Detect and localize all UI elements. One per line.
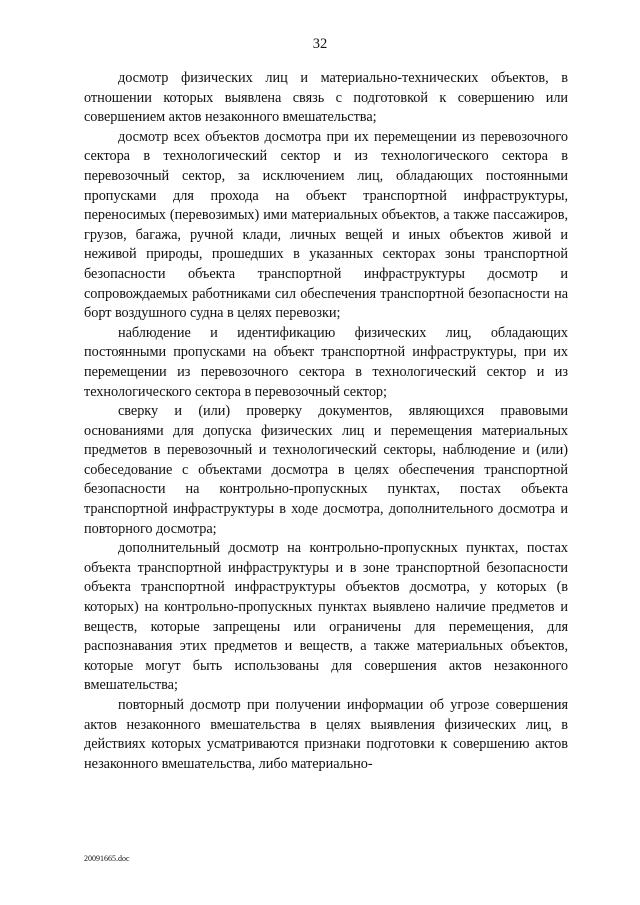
paragraph: повторный досмотр при получении информации об угрозе совершения актов незаконного вмешательства в целях выявления физических лиц, в действиях которых усматриваются признаки подготовки к совершению актов незаконного вмешательства, либо материально- bbox=[84, 697, 568, 772]
page-number: 32 bbox=[312, 36, 328, 52]
paragraph: сверку и (или) проверку документов, являющихся правовыми основаниями для допуска физических лиц и перемещения материальных предметов в перевозочный и технологический секторы, наблюдение и (или) собеседование с объектами досмотра в целях обеспечения транспортной безопасности на контрольно-пропускных пунктах, постах объекта транспортной инфраструктуры в ходе досмотра, дополнительного досмотра и повторного досмотра; bbox=[84, 403, 568, 537]
body-text bbox=[84, 69, 568, 774]
paragraph: дополнительный досмотр на контрольно-пропускных пунктах, постах объекта транспортной инфраструктуры и в зоне транспортной безопасности объекта транспортной инфраструктуры объектов досмотра, у которых (в которых) на контрольно-пропускных пунктах выявлено наличие предметов и веществ, которые запрещены или ограничены для перемещения, для распознавания этих предметов и веществ, а также материальных объектов, которые могут быть использованы для совершения актов незаконного вмешательства; bbox=[84, 540, 568, 694]
footer-filename: 20091665.doc bbox=[84, 854, 130, 863]
paragraph: досмотр всех объектов досмотра при их перемещении из перевозочного сектора в технологический сектор и из технологического сектора в перевозочный сектор, за исключением лиц, обладающих постоянными пропусками для прохода на объект транспортной инфраструктуры, переносимых (перевозимых) ими материальных объектов, а также пассажиров, грузов, багажа, ручной клади, личных вещей и иных объектов живой и неживой природы, прошедших в указанных секторах зоны транспортной безопасности объекта транспортной инфраструктуры досмотр и сопровождаемых работниками сил обеспечения транспортной безопасности на борт воздушного судна в целях перевозки; bbox=[84, 128, 568, 322]
paragraph: досмотр физических лиц и материально-технических объектов, в отношении которых выявлена связь с подготовкой к совершению или совершением актов незаконного вмешательства; bbox=[84, 70, 568, 126]
paragraph: наблюдение и идентификацию физических лиц, обладающих постоянными пропусками на объект транспортной инфраструктуры, при их перемещении из перевозочного сектора в технологический сектор и из технологического сектора в перевозочный сектор; bbox=[84, 324, 568, 400]
